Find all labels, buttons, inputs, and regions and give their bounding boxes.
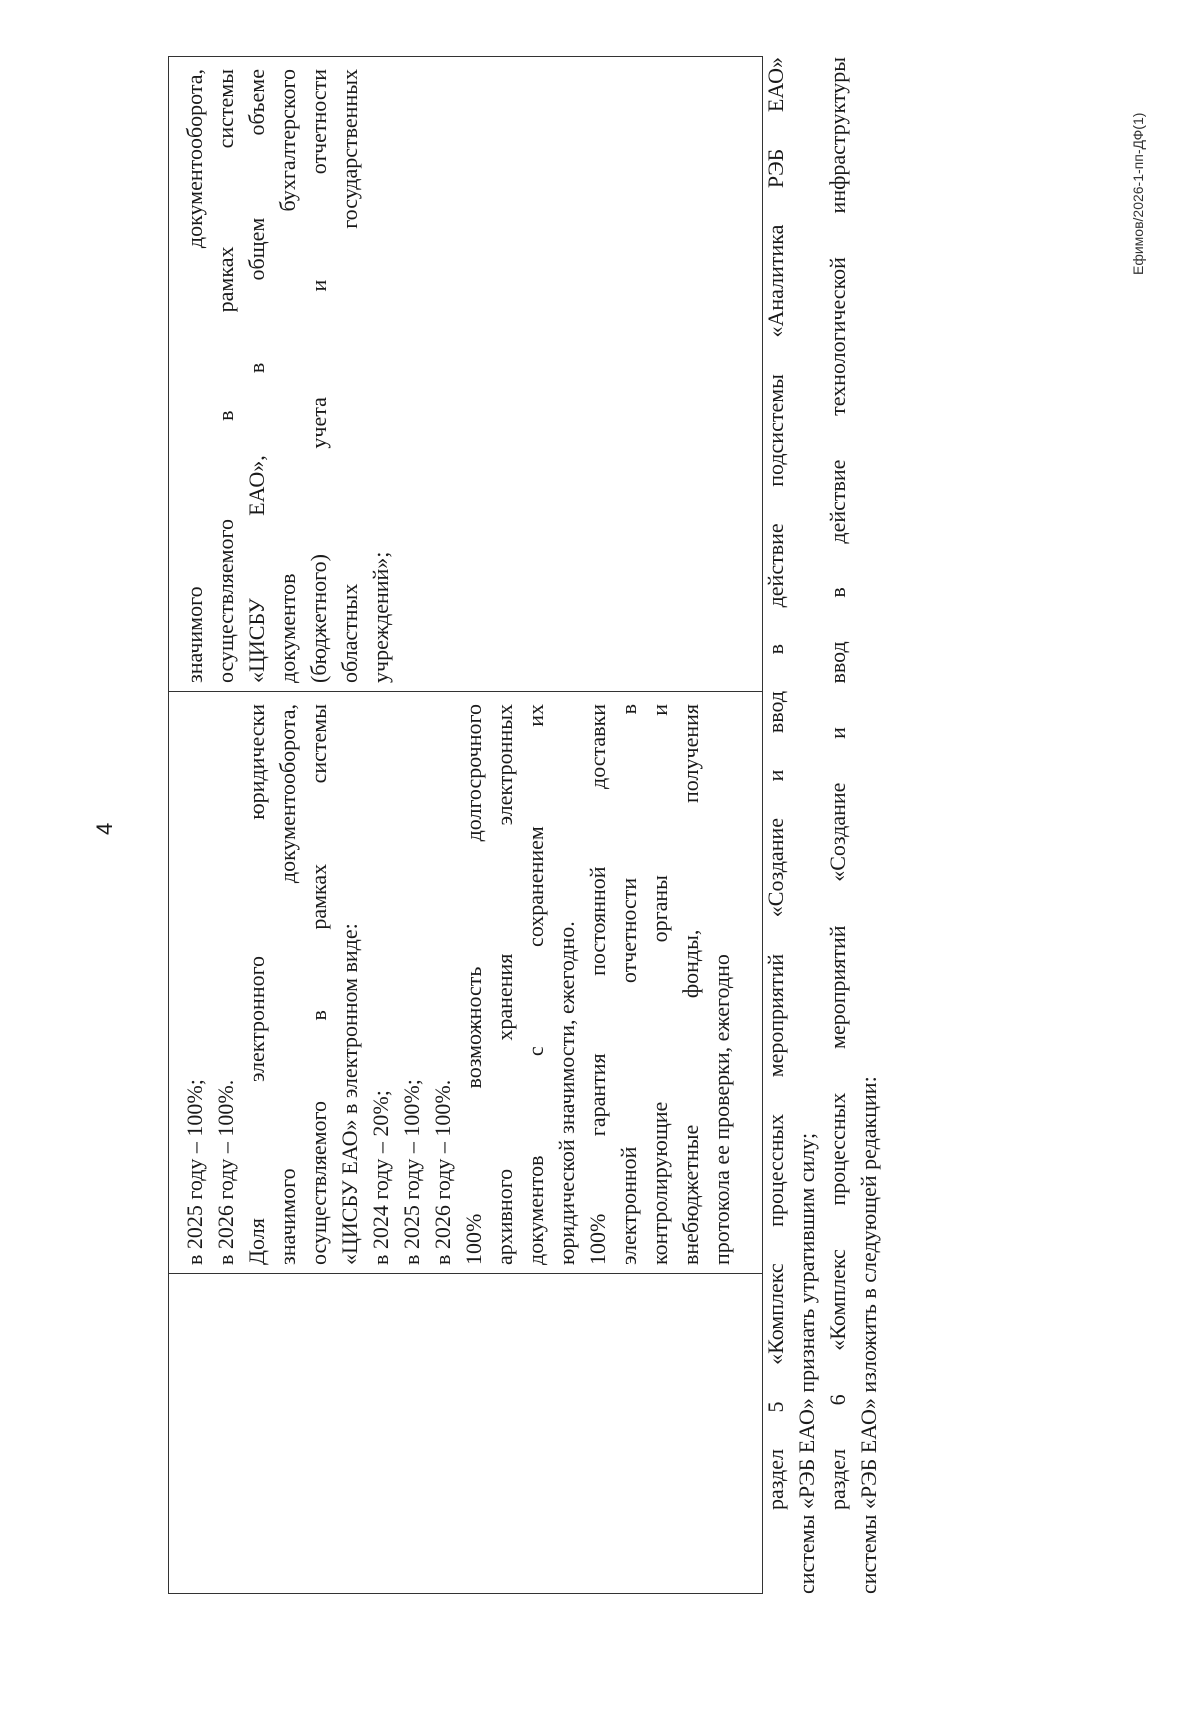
text-line: осуществляемого в рамках системы [213, 69, 238, 683]
text-line: Доля электронного юридически [244, 704, 269, 1265]
document-code: Ефимов/2026-1-пп-ДФ(1) [1130, 112, 1146, 275]
text-line: 100% гарантия постоянной доставки [585, 704, 610, 1265]
text-line: осуществляемого в рамках системы [306, 704, 331, 1265]
indicator-table [168, 56, 763, 1594]
page-number: 4 [92, 822, 117, 835]
text-line: юридической значимости, ежегодно. [554, 921, 579, 1265]
text-line: электронной отчетности в [616, 704, 641, 1265]
text-line: в 2026 году – 100%. [430, 1079, 455, 1265]
text-line: 100% возможность долгосрочного [461, 704, 486, 1265]
text-line: в 2026 году – 100%. [213, 1079, 238, 1265]
text-line: в 2024 году – 20%; [368, 1090, 393, 1265]
text-line: (бюджетного) учета и отчетности [306, 69, 331, 683]
text-line: значимого документооборота, [182, 69, 207, 683]
paragraph-first-line: раздел 6 «Комплекс процессных мероприятий «Создание и ввод в действие технологической инфраструктуры [825, 57, 850, 1510]
text-line: в 2025 году – 100%; [182, 1079, 207, 1265]
text-line: внебюджетные фонды, получения [678, 704, 703, 1265]
text-line: «ЦИСБУ ЕАО», в общем объеме [244, 69, 269, 683]
paragraph-first-line: раздел 5 «Комплекс процессных мероприятий «Создание и ввод в действие подсистемы «Аналитика РЭБ ЕАО» [763, 57, 788, 1510]
table-cell-description [169, 57, 763, 692]
body-text [760, 57, 884, 1594]
text-line: контролирующие органы и [647, 704, 672, 1265]
text-line: протокола ее проверки, ежегодно [709, 954, 734, 1265]
table-row [169, 57, 763, 1594]
text-line: архивного хранения электронных [492, 704, 517, 1265]
text-line: документов бухгалтерского [275, 69, 300, 683]
table-cell-indicators [169, 692, 763, 1274]
text-line: документов с сохранением их [523, 704, 548, 1265]
paragraph-continuation: системы «РЭБ ЕАО» изложить в следующей редакции: [856, 1076, 881, 1594]
text-line: «ЦИСБУ ЕАО» в электронном виде: [337, 923, 362, 1265]
text-line: учреждений»; [368, 551, 393, 683]
paragraph-continuation: системы «РЭБ ЕАО» признать утратившим силу; [794, 1132, 819, 1594]
text-line: значимого документооборота, [275, 704, 300, 1265]
text-line: в 2025 году – 100%; [399, 1079, 424, 1265]
table-cell-empty [169, 1274, 763, 1594]
text-line: областных государственных [337, 69, 362, 683]
